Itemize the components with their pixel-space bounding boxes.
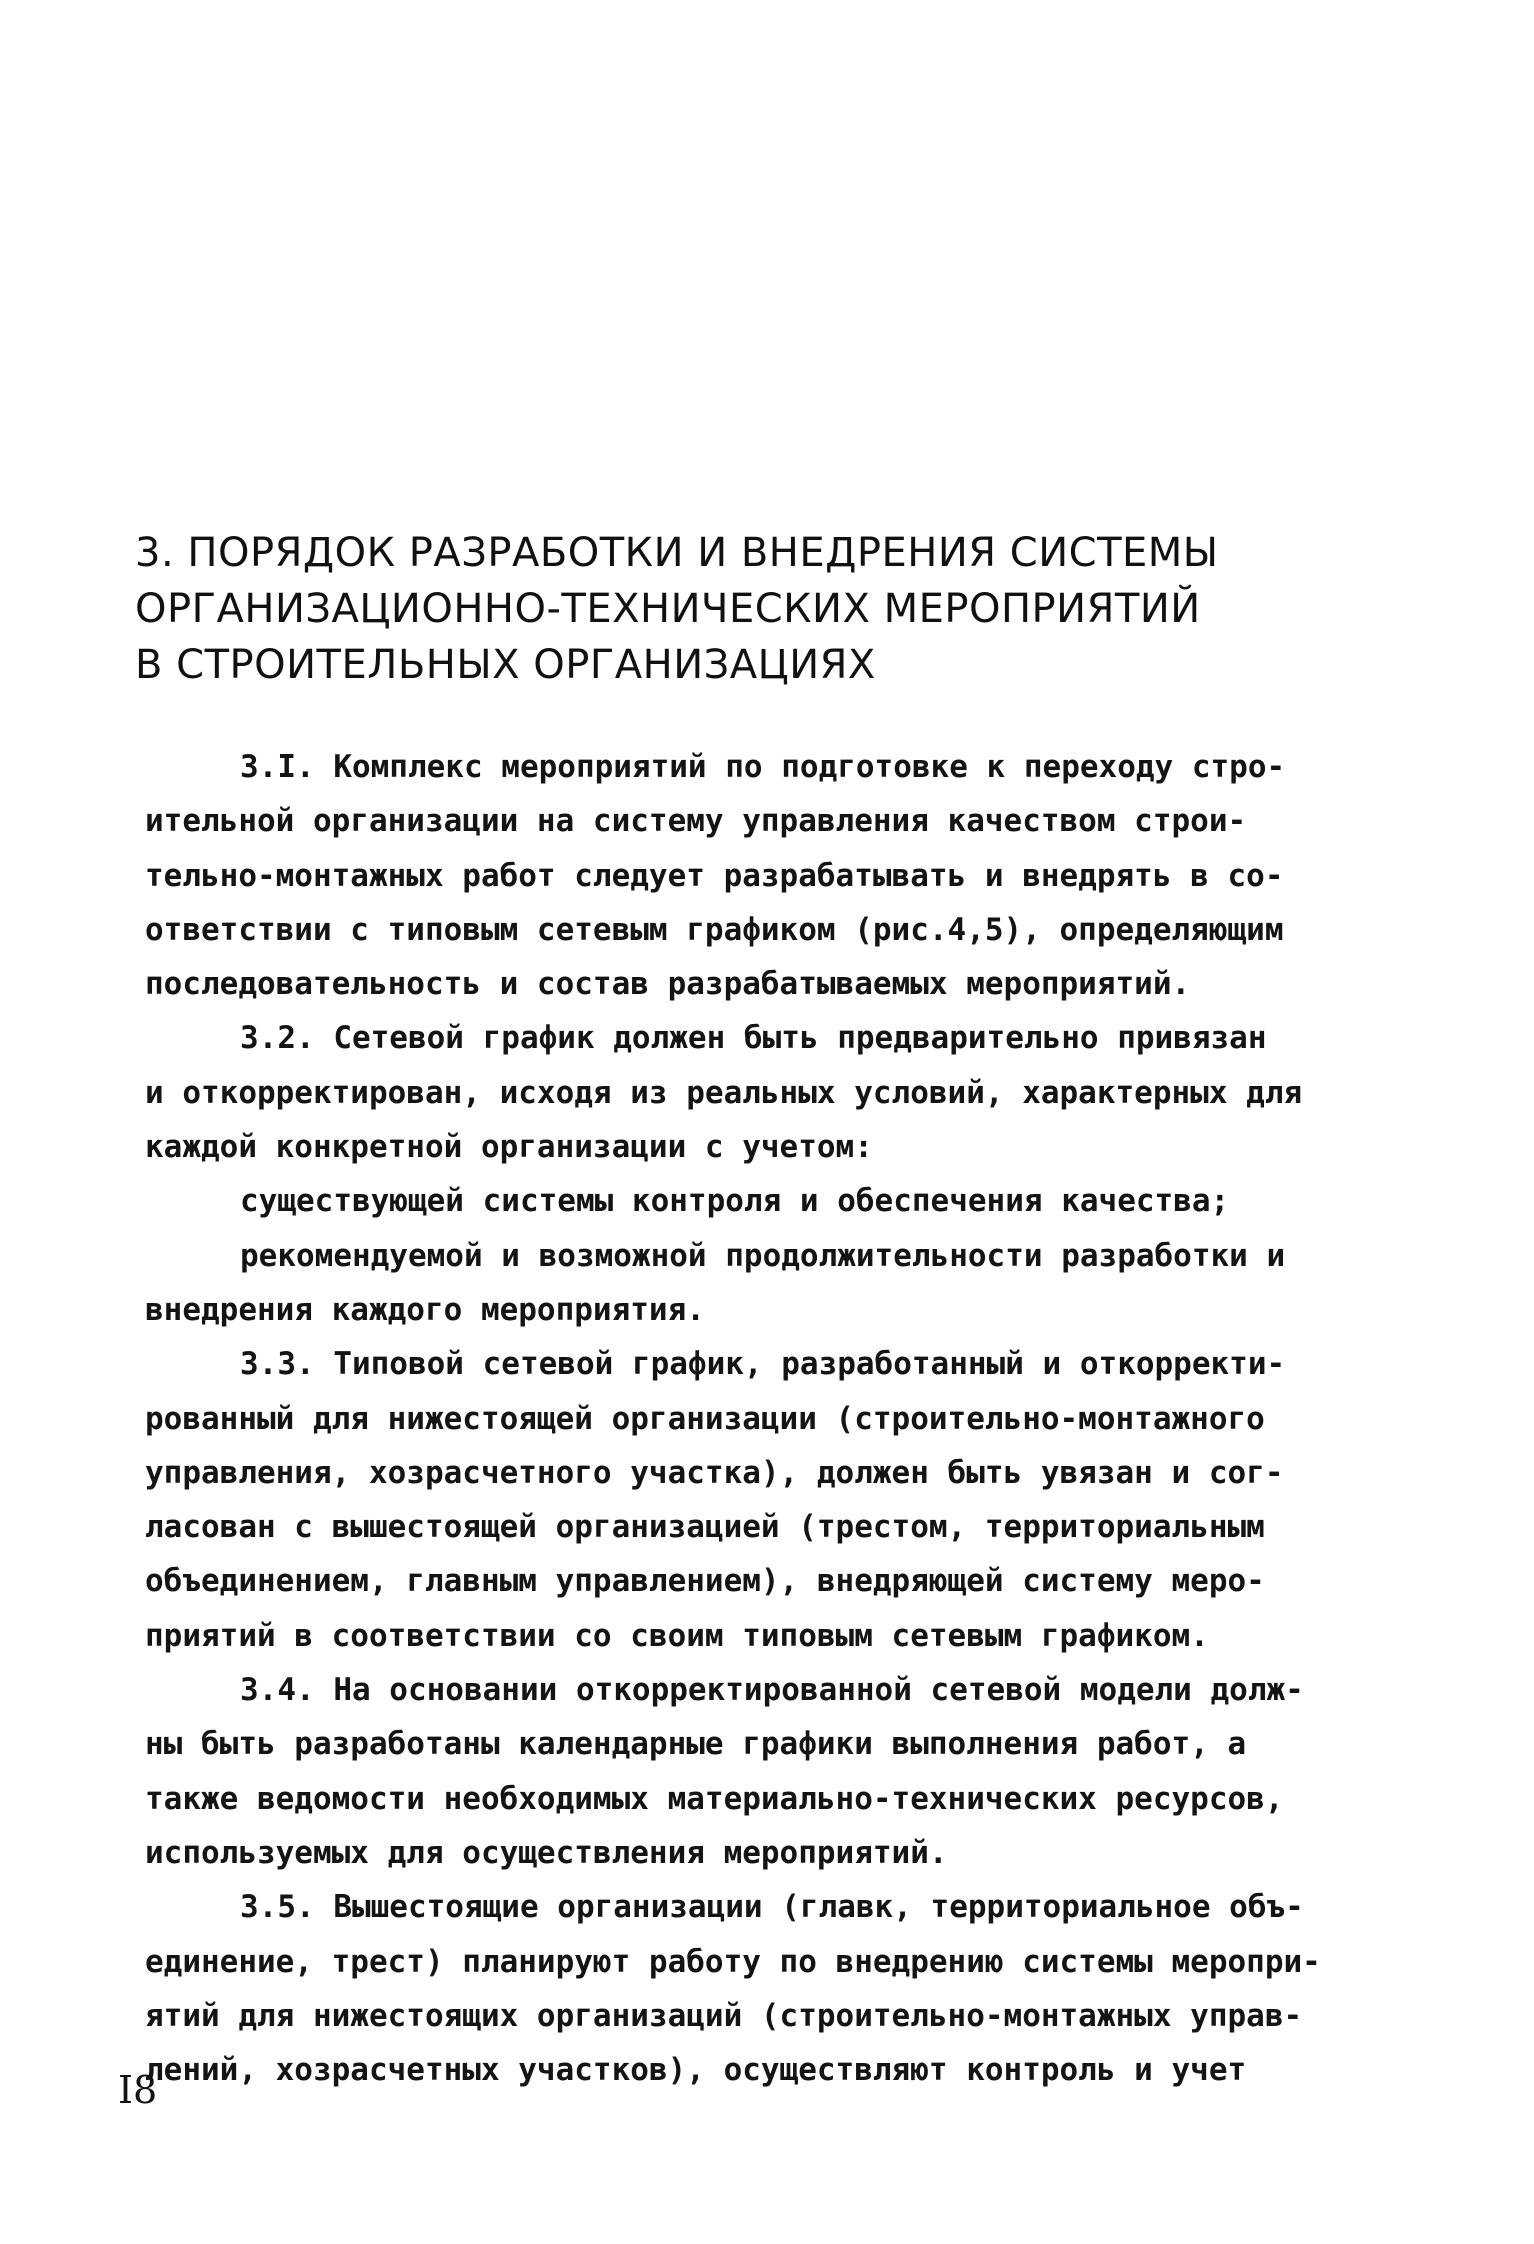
- paragraph-3-4-line: используемых для осуществления мероприятий.: [145, 1834, 948, 1871]
- heading-line: ОРГАНИЗАЦИОННО-ТЕХНИЧЕСКИХ МЕРОПРИЯТИЙ: [135, 586, 1201, 632]
- paragraph-3-4-line: 3.4. На основании откорректированной сетевой модели долж-: [240, 1672, 1304, 1709]
- paragraph-3-3-line: приятий в соответствии со своим типовым сетевым графиком.: [145, 1617, 1209, 1654]
- paragraph-3-3-line: управления, хозрасчетного участка), должен быть увязан и сог-: [145, 1454, 1284, 1491]
- list-item-line: существующей системы контроля и обеспечения качества;: [240, 1183, 1230, 1220]
- paragraph-3-5-line: 3.5. Вышестоящие организации (главк, территориальное объ-: [240, 1889, 1304, 1926]
- paragraph-3-2-line: 3.2. Сетевой график должен быть предварительно привязан: [240, 1020, 1267, 1057]
- paragraph-3-4-line: ны быть разработаны календарные графики выполнения работ, а: [145, 1726, 1247, 1763]
- paragraph-3-3-line: объединением, главным управлением), внедряющей систему меро-: [145, 1563, 1265, 1600]
- paragraph-3-5-line: единение, трест) планируют работу по внедрению системы меропри-: [145, 1943, 1321, 1980]
- paragraph-3-1-line: ительной организации на систему управления качеством строи-: [145, 803, 1247, 840]
- section-heading: [135, 525, 1455, 693]
- list-item-line: внедрения каждого мероприятия.: [145, 1291, 705, 1328]
- heading-line: 3. ПОРЯДОК РАЗРАБОТКИ И ВНЕДРЕНИЯ СИСТЕМЫ: [135, 530, 1219, 576]
- paragraph-3-5-line: лений, хозрасчетных участков), осуществляют контроль и учет: [145, 2052, 1247, 2089]
- paragraph-3-1-line: тельно-монтажных работ следует разрабатывать и внедрять в со-: [145, 857, 1284, 894]
- heading-line: В СТРОИТЕЛЬНЫХ ОРГАНИЗАЦИЯХ: [135, 642, 876, 688]
- paragraph-3-4-line: также ведомости необходимых материально-технических ресурсов,: [145, 1780, 1284, 1817]
- list-item-line: рекомендуемой и возможной продолжительности разработки и: [240, 1237, 1286, 1274]
- body-text: [145, 740, 1450, 2097]
- paragraph-3-2-line: каждой конкретной организации с учетом:: [145, 1129, 873, 1166]
- paragraph-3-3-line: 3.3. Типовой сетевой график, разработанный и откорректи-: [240, 1346, 1286, 1383]
- paragraph-3-1-line: последовательность и состав разрабатываемых мероприятий.: [145, 966, 1191, 1003]
- paragraph-3-3-line: рованный для нижестоящей организации (строительно-монтажного: [145, 1400, 1265, 1437]
- page-number: I8: [118, 2068, 158, 2112]
- paragraph-3-3-line: ласован с вышестоящей организацией (трестом, территориальным: [145, 1509, 1265, 1546]
- paragraph-3-2-line: и откорректирован, исходя из реальных условий, характерных для: [145, 1074, 1303, 1111]
- paragraph-3-1-line: 3.I. Комплекс мероприятий по подготовке к переходу стро-: [240, 749, 1286, 785]
- paragraph-3-5-line: ятий для нижестоящих организаций (строительно-монтажных управ-: [145, 1997, 1303, 2034]
- paragraph-3-1-line: ответствии с типовым сетевым графиком (рис.4,5), определяющим: [145, 911, 1284, 948]
